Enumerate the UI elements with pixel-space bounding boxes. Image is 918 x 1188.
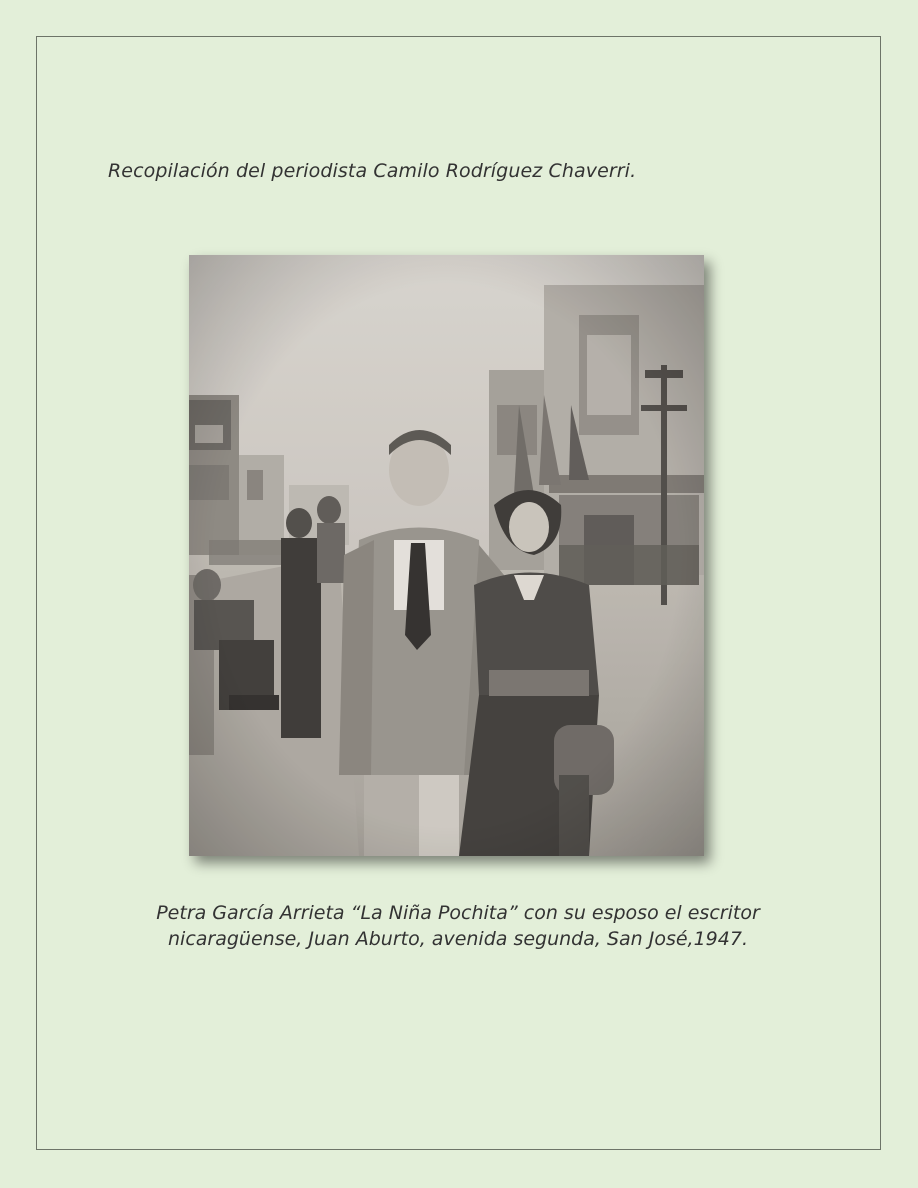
caption-line-2: nicaragüense, Juan Aburto, avenida segunda, San José,1947.	[168, 928, 748, 950]
photograph-illustration	[189, 255, 704, 856]
historical-photograph	[189, 255, 704, 856]
credit-line: Recopilación del periodista Camilo Rodríguez Chaverri.	[108, 160, 637, 182]
photo-caption	[100, 900, 816, 952]
caption-line-1: Petra García Arrieta “La Niña Pochita” con su esposo el escritor	[156, 902, 760, 924]
